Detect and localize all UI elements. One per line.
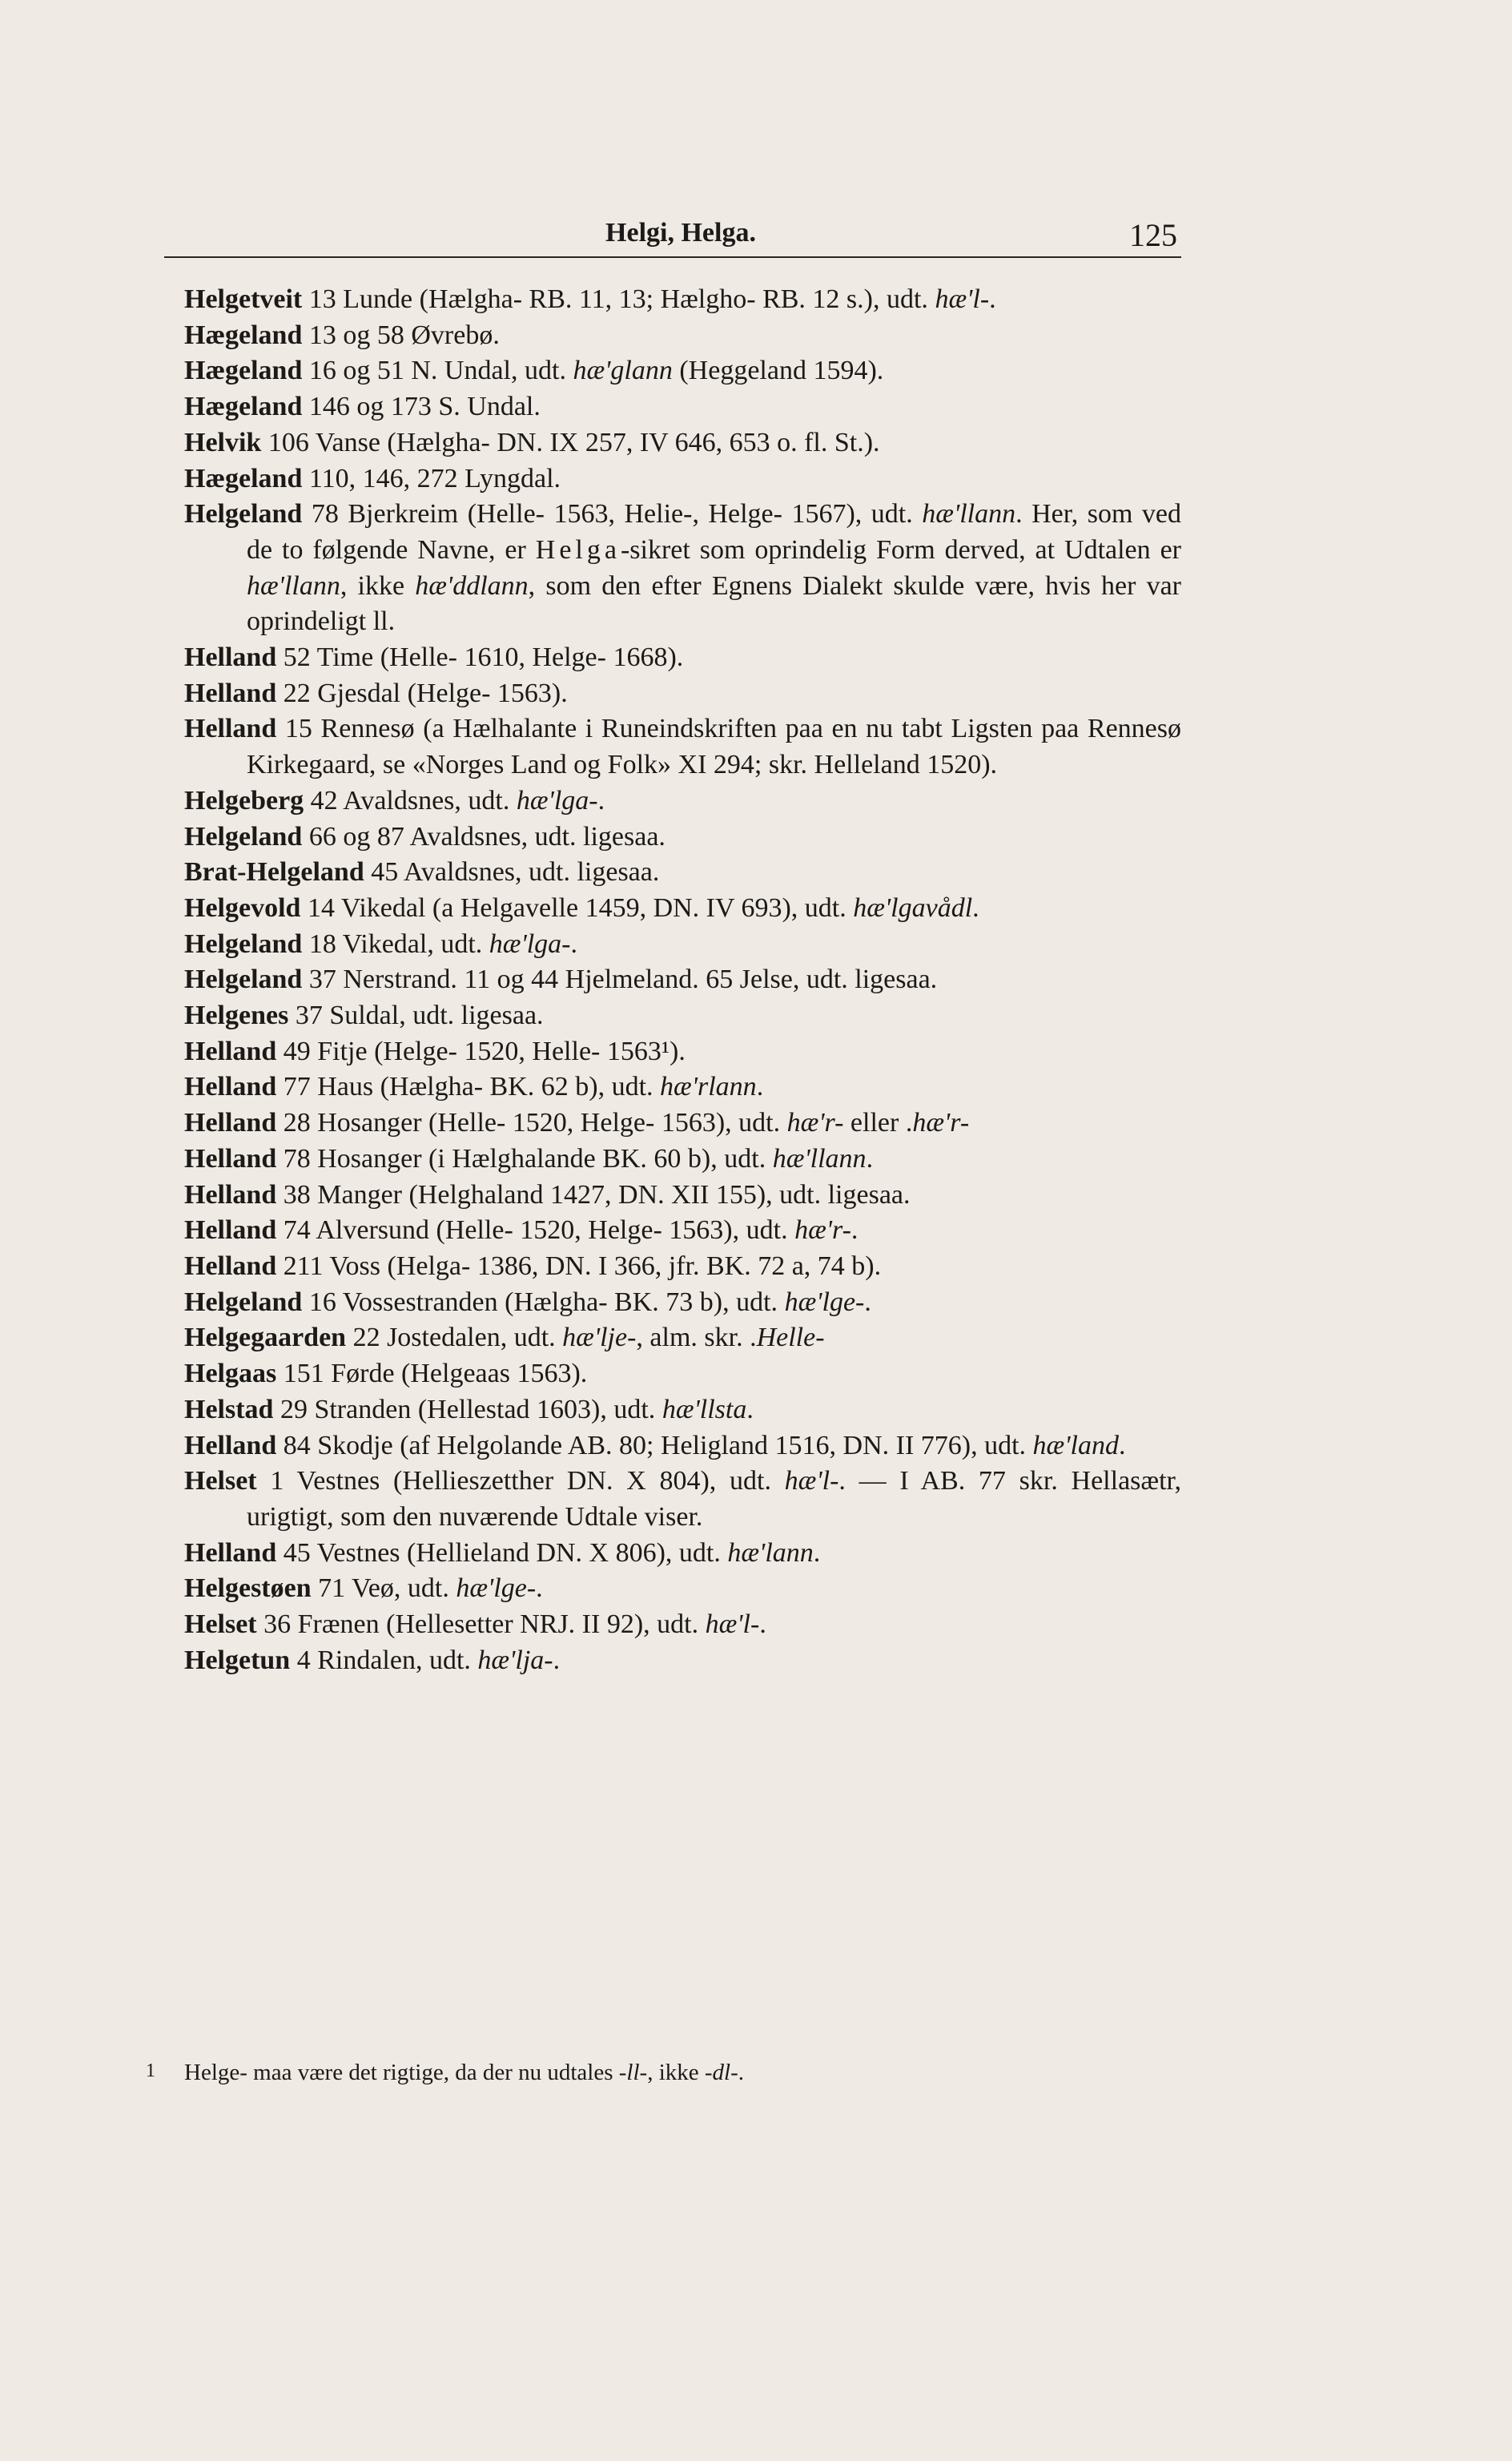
header-rule <box>164 256 1181 258</box>
entry-text: 22 Gjesdal (Helge- 1563). <box>276 678 568 708</box>
headword: Helland <box>184 642 277 673</box>
entry-text: 49 Fitje (Helge- 1520, Helle- 1563¹). <box>276 1036 686 1066</box>
entry <box>184 389 1181 425</box>
pronunciation: hæ'llann <box>247 570 340 601</box>
entry <box>184 1106 1181 1142</box>
entry-text: . <box>759 1609 766 1640</box>
footnote-italic: -ll- <box>618 2060 648 2085</box>
headword: Helgenes <box>184 1001 289 1031</box>
entry-text: 146 og 173 S. Undal. <box>302 392 541 422</box>
headword: Helset <box>184 1466 257 1496</box>
entry <box>184 891 1181 927</box>
entry <box>184 1069 1181 1106</box>
entry-text: 13 og 58 Øvrebø. <box>302 320 500 350</box>
entry-text: . <box>597 785 605 816</box>
pronunciation: hæ'r- <box>794 1215 851 1246</box>
entry-text: . <box>864 1287 871 1317</box>
entry <box>184 1392 1181 1428</box>
entry <box>184 1178 1181 1214</box>
headword: Helgeberg <box>184 785 304 816</box>
headword: Hægeland <box>184 320 303 350</box>
pronunciation: hæ'llsta <box>662 1394 747 1424</box>
headword: Helland <box>184 678 277 708</box>
entry <box>184 1142 1181 1178</box>
headword: Helgevold <box>184 892 301 923</box>
entry-text: 84 Skodje (af Helgolande AB. 80; Heligland 1516, DN. II 776), udt. <box>276 1430 1033 1460</box>
headword: Helland <box>184 1251 277 1281</box>
pronunciation: hæ'lja- <box>477 1645 553 1675</box>
entry-text: 22 Jostedalen, udt. <box>346 1323 563 1353</box>
entry-list <box>184 282 1181 1678</box>
headword: Helgestøen <box>184 1573 312 1604</box>
headword: Helgeland <box>184 928 303 959</box>
headword: Helgetun <box>184 1645 291 1675</box>
entry-text: 42 Avaldsnes, udt. <box>304 785 517 816</box>
entry-text: , ikke <box>340 570 416 601</box>
headword: Helland <box>184 1179 277 1210</box>
entry-text: . <box>553 1645 561 1675</box>
headword: Hægeland <box>184 392 303 422</box>
entry-text: . <box>866 1143 874 1174</box>
entry-text: 74 Alversund (Helle- 1520, Helge- 1563), udt. <box>276 1215 795 1246</box>
entry-text: . <box>905 1108 913 1138</box>
headword: Helland <box>184 1036 277 1066</box>
headword: Helgetveit <box>184 284 303 314</box>
entry <box>184 1249 1181 1285</box>
entry-text: 66 og 87 Avaldsnes, udt. ligesaa. <box>302 821 666 852</box>
entry-text: . <box>972 892 979 923</box>
entry <box>184 1320 1181 1356</box>
running-title: Helgi, Helga. <box>605 218 756 248</box>
entry <box>184 282 1181 318</box>
headword: Helland <box>184 1072 277 1102</box>
footnote <box>146 2055 1187 2088</box>
pronunciation: hæ'lga- <box>516 785 598 816</box>
entry <box>184 711 1181 783</box>
entry <box>184 353 1181 389</box>
headword: Helland <box>184 1430 277 1460</box>
headword: Helgeland <box>184 821 303 852</box>
pronunciation: hæ'llann <box>772 1143 867 1174</box>
headword: Helset <box>184 1609 257 1640</box>
headword: Helland <box>184 1215 277 1246</box>
entry <box>184 1464 1181 1535</box>
entry-text: . <box>570 928 577 959</box>
pronunciation: hæ'r- <box>912 1108 970 1138</box>
entry-text: 37 Nerstrand. 11 og 44 Hjelmeland. 65 Jelse, udt. ligesaa. <box>302 965 938 995</box>
entry-text: 16 og 51 N. Undal, udt. <box>302 356 573 386</box>
entry <box>184 1213 1181 1249</box>
entry-text: 45 Vestnes (Hellieland DN. X 806), udt. <box>276 1537 728 1568</box>
entry-text: 1 Vestnes (Hellieszetther DN. X 804), udt. <box>256 1466 785 1496</box>
entry-text: 211 Voss (Helga- 1386, DN. I 366, jfr. BK. 72 a, 74 b). <box>276 1251 882 1281</box>
entry <box>184 425 1181 461</box>
pronunciation: hæ'ddlann <box>415 570 529 601</box>
pronunciation: hæ'r- <box>786 1108 844 1138</box>
entry-text: 38 Manger (Helghaland 1427, DN. XII 155), udt. ligesaa. <box>276 1179 911 1210</box>
entry-text: 78 Bjerkreim (Helle- 1563, Helie-, Helge- 1567), udt. <box>302 499 923 530</box>
headword: Helland <box>184 1108 277 1138</box>
headword: Helgeland <box>184 499 303 530</box>
entry-text: 18 Vikedal, udt. <box>302 928 489 959</box>
entry <box>184 318 1181 354</box>
footnote-text: , ikke <box>647 2060 705 2085</box>
entry-text: 106 Vanse (Hælgha- DN. IX 257, IV 646, 653 o. fl. St.). <box>261 427 880 457</box>
entry <box>184 1356 1181 1392</box>
footnote-mark: 1 <box>146 2060 155 2081</box>
entry <box>184 1034 1181 1070</box>
pronunciation: hæ'lje- <box>562 1323 637 1353</box>
entry-text: 37 Suldal, udt. ligesaa. <box>288 1001 544 1031</box>
pronunciation: hæ'glann <box>573 356 673 386</box>
entry-text: 52 Time (Helle- 1610, Helge- 1668). <box>276 642 684 673</box>
entry <box>184 927 1181 963</box>
entry-text: . <box>756 1072 764 1102</box>
entry-text: 28 Hosanger (Helle- 1520, Helge- 1563), udt. <box>276 1108 787 1138</box>
entry-text: (Heggeland 1594). <box>672 356 884 386</box>
entry <box>184 676 1181 712</box>
entry <box>184 1428 1181 1464</box>
entry-text: . <box>750 1323 757 1353</box>
entry-text: 110, 146, 272 Lyngdal. <box>302 463 561 493</box>
pronunciation: hæ'land <box>1032 1430 1119 1460</box>
footnote-italic: -dl- <box>704 2060 738 2085</box>
entry-text: 36 Frænen (Hellesetter NRJ. II 92), udt. <box>256 1609 706 1640</box>
footnote-text: Helge- maa være det rigtige, da der nu udtales <box>184 2060 619 2085</box>
headword: Helvik <box>184 427 262 457</box>
headword: Helgeland <box>184 965 303 995</box>
footnote-text: . <box>738 2060 744 2085</box>
entry-text: . <box>536 1573 543 1604</box>
headword: Helstad <box>184 1394 274 1424</box>
entry-text: . <box>813 1537 821 1568</box>
entry-text: . <box>746 1394 754 1424</box>
headword: Hægeland <box>184 463 303 493</box>
entry-text: 14 Vikedal (a Helgavelle 1459, DN. IV 693), udt. <box>300 892 854 923</box>
pronunciation: hæ'lge- <box>784 1287 865 1317</box>
entry-text: eller <box>843 1108 906 1138</box>
pronunciation: hæ'llann <box>922 499 1016 530</box>
entry <box>184 1571 1181 1607</box>
entry-text: . <box>850 1215 859 1246</box>
entry-text: 71 Veø, udt. <box>311 1573 456 1604</box>
entry <box>184 640 1181 676</box>
pronunciation: hæ'lge- <box>456 1573 537 1604</box>
entry-text: 13 Lunde (Hælgha- RB. 11, 13; Hælgho- RB. 12 s.), udt. <box>302 284 935 314</box>
entry-text: . <box>989 284 996 314</box>
entry-text: -sikret som oprindelig Form derved, at Udtalen er <box>620 534 1181 565</box>
entry <box>184 461 1181 497</box>
pronunciation: Helle- <box>756 1323 825 1353</box>
entry-text: 15 Rennesø (a Hælhalante i Runeindskriften paa en nu tabt Ligsten paa Rennesø Kirkegaard, se «Norges Land og Folk» XI 294; skr. Helleland 1520). <box>247 714 1181 780</box>
headword: Helland <box>184 714 277 744</box>
headword: Helgaas <box>184 1359 277 1389</box>
entry <box>184 1285 1181 1321</box>
entry <box>184 1643 1181 1679</box>
entry <box>184 962 1181 998</box>
entry-text: 151 Førde (Helgeaas 1563). <box>276 1359 588 1389</box>
entry-text: . Her, som ved de to følgende Navne, er <box>247 499 1182 565</box>
entry-text: , som den efter Egnens Dialekt skulde være, hvis her var oprindeligt ll. <box>247 570 1181 637</box>
entry-text: 29 Stranden (Hellestad 1603), udt. <box>273 1394 662 1424</box>
running-header <box>184 210 1177 258</box>
entry <box>184 820 1181 856</box>
headword: Helgegaarden <box>184 1323 347 1353</box>
pronunciation: hæ'l- <box>784 1466 839 1496</box>
headword: Brat-Helgeland <box>184 857 364 888</box>
entry-text: 16 Vossestranden (Hælgha- BK. 73 b), udt. <box>302 1287 785 1317</box>
entry <box>184 998 1181 1034</box>
entry <box>184 1607 1181 1643</box>
entry-text: 77 Haus (Hælgha- BK. 62 b), udt. <box>276 1072 661 1102</box>
pronunciation: hæ'l- <box>705 1609 760 1640</box>
entry-text: . — I AB. 77 skr. Hellasætr, urigtigt, som den nuværende Udtale viser. <box>247 1466 1181 1532</box>
entry <box>184 497 1181 640</box>
entry <box>184 783 1181 820</box>
entry-text: . <box>1118 1430 1126 1460</box>
pronunciation: hæ'lann <box>727 1537 814 1568</box>
entry-text: 78 Hosanger (i Hælghalande BK. 60 b), udt. <box>276 1143 773 1174</box>
entry-text: , alm. skr. <box>636 1323 750 1353</box>
headword: Hægeland <box>184 356 303 386</box>
entry <box>184 1536 1181 1572</box>
entry <box>184 855 1181 891</box>
page-number: 125 <box>1129 217 1177 253</box>
entry-text: 45 Avaldsnes, udt. ligesaa. <box>364 857 660 888</box>
headword: Helland <box>184 1143 277 1174</box>
headword: Helgeland <box>184 1287 303 1317</box>
pronunciation: hæ'rlann <box>660 1072 757 1102</box>
pronunciation: hæ'l- <box>935 284 990 314</box>
spaced-form: Helga <box>535 534 621 565</box>
pronunciation: hæ'lgavådl <box>853 892 973 923</box>
entry-text: 4 Rindalen, udt. <box>290 1645 478 1675</box>
headword: Helland <box>184 1537 277 1568</box>
pronunciation: hæ'lga- <box>489 928 571 959</box>
